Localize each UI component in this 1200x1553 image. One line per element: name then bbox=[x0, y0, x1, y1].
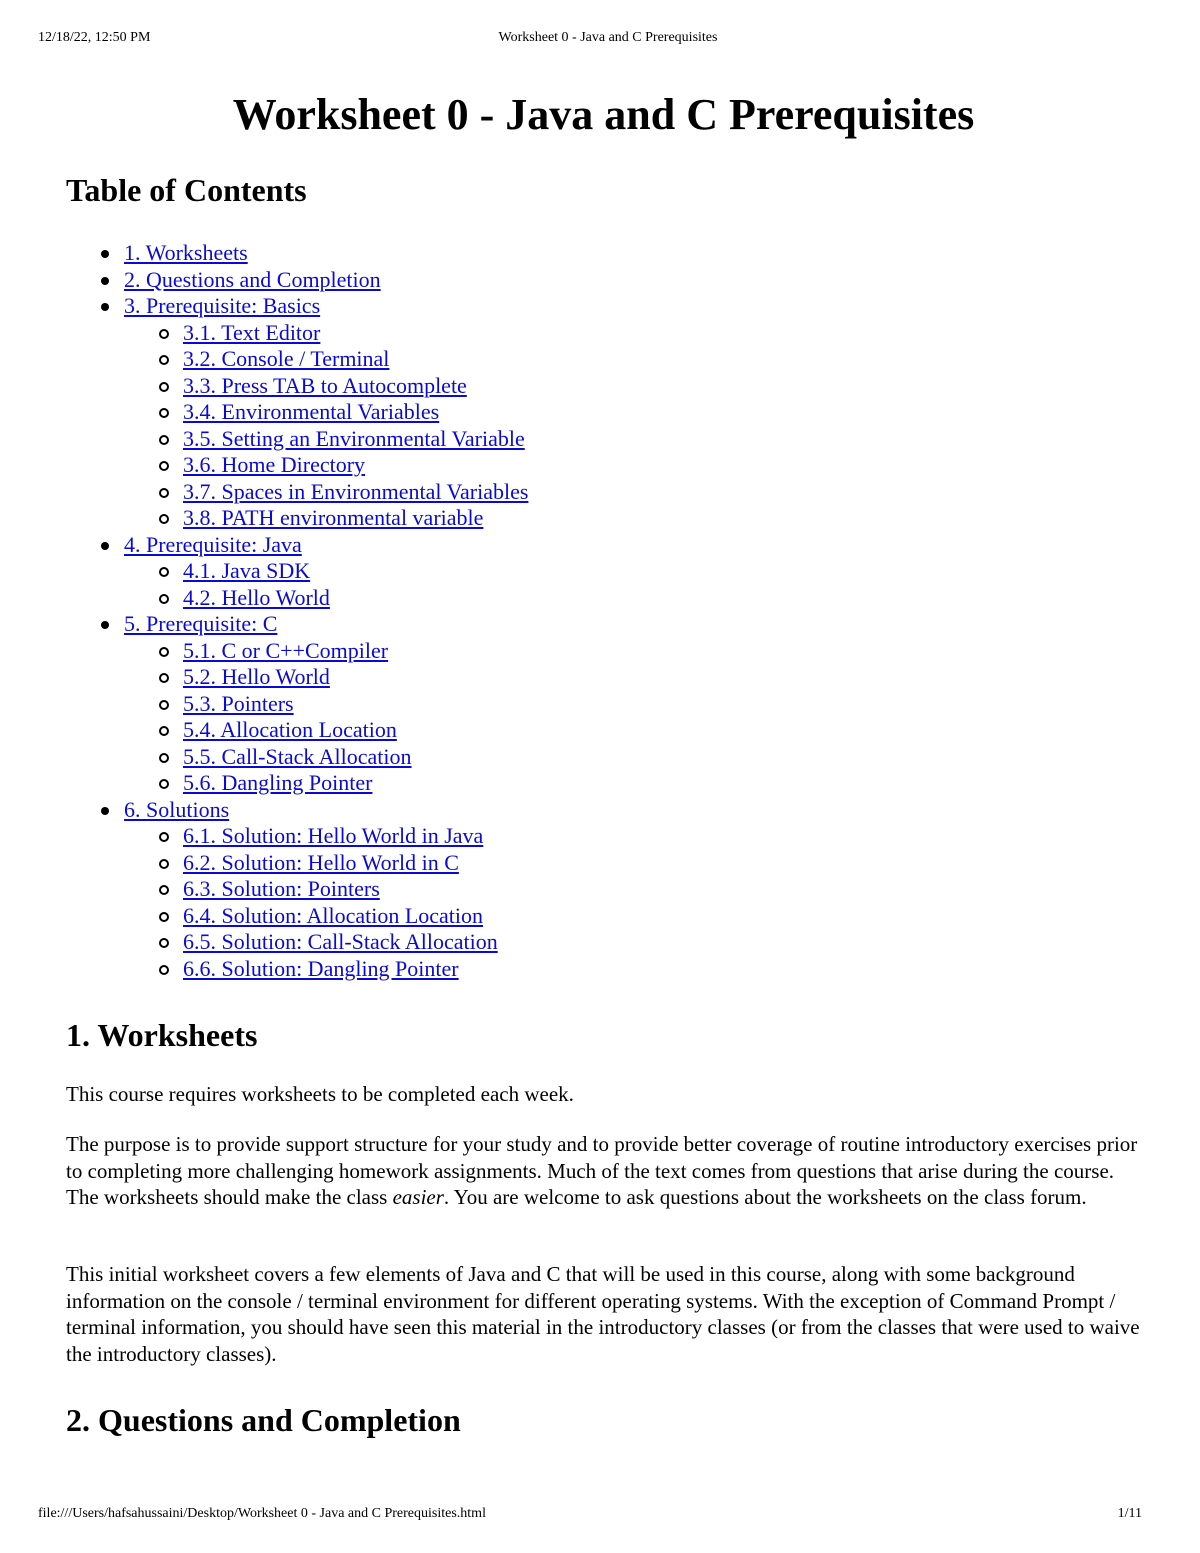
print-page-title: Worksheet 0 - Java and C Prerequisites bbox=[498, 30, 718, 45]
document-body bbox=[66, 84, 1141, 1438]
toc-sublink[interactable]: 6.6. Solution: Dangling Pointer bbox=[183, 955, 459, 981]
toc-subitem bbox=[66, 346, 528, 373]
toc-subitem bbox=[66, 452, 528, 479]
toc-sublist bbox=[124, 558, 528, 611]
toc-subitem bbox=[66, 717, 528, 744]
toc-item bbox=[66, 532, 528, 612]
paragraph bbox=[66, 1131, 1141, 1211]
toc-subitem bbox=[66, 638, 528, 665]
toc-sublink[interactable]: 6.2. Solution: Hello World in C bbox=[183, 849, 459, 875]
toc-link[interactable]: 2. Questions and Completion bbox=[124, 266, 381, 292]
toc-subitem bbox=[66, 585, 528, 612]
toc-sublist bbox=[124, 320, 528, 532]
toc-subitem bbox=[66, 956, 528, 983]
toc-subitem bbox=[66, 320, 528, 347]
paragraph-text: . You are welcome to ask questions about the worksheets on the class forum. bbox=[443, 1185, 1087, 1209]
toc-sublink[interactable]: 5.4. Allocation Location bbox=[183, 717, 397, 742]
toc-link[interactable]: 1. Worksheets bbox=[124, 240, 248, 265]
toc-subitem bbox=[66, 770, 528, 797]
toc-subitem bbox=[66, 691, 528, 718]
paragraph: This course requires worksheets to be completed each week. bbox=[66, 1082, 574, 1106]
print-footer bbox=[38, 1506, 1142, 1526]
toc-subitem bbox=[66, 426, 528, 453]
toc-item bbox=[66, 797, 528, 983]
toc-item bbox=[66, 611, 528, 797]
toc-subitem bbox=[66, 479, 528, 506]
toc-subitem bbox=[66, 823, 528, 850]
toc-sublink[interactable]: 3.8. PATH environmental variable bbox=[183, 505, 484, 530]
toc-sublink[interactable]: 6.3. Solution: Pointers bbox=[183, 876, 380, 901]
toc-subitem bbox=[66, 903, 528, 930]
toc-subitem bbox=[66, 558, 528, 585]
toc-item bbox=[66, 240, 528, 267]
toc-sublink[interactable]: 5.5. Call-Stack Allocation bbox=[183, 743, 412, 769]
toc-subitem bbox=[66, 876, 528, 903]
toc-subitem bbox=[66, 399, 528, 426]
toc-sublink[interactable]: 5.2. Hello World bbox=[183, 664, 330, 689]
toc-sublink[interactable]: 6.4. Solution: Allocation Location bbox=[183, 902, 484, 928]
paragraph-text: The purpose is to provide support structure for your study and to provide better coverage of routine introductory exercises prior to completing more challenging homework assignments. Much of the text comes from questions that arise during the course. The worksheets should make the class bbox=[66, 1132, 1138, 1209]
toc-subitem bbox=[66, 505, 528, 532]
toc-sublink[interactable]: 3.2. Console / Terminal bbox=[183, 346, 390, 371]
section-heading-worksheets: 1. Worksheets bbox=[66, 1017, 258, 1053]
print-file-path: file:///Users/hafsahussaini/Desktop/Worksheet 0 - Java and C Prerequisites.html bbox=[38, 1506, 486, 1521]
print-header bbox=[38, 30, 1142, 50]
toc-item bbox=[66, 293, 528, 532]
toc-subitem bbox=[66, 744, 528, 771]
table-of-contents bbox=[66, 240, 528, 982]
toc-sublist bbox=[124, 638, 528, 797]
emphasis-text: easier bbox=[392, 1185, 444, 1209]
toc-item bbox=[66, 267, 528, 294]
toc-sublist bbox=[124, 823, 528, 982]
toc-sublink[interactable]: 3.5. Setting an Environmental Variable bbox=[183, 425, 525, 451]
toc-subitem bbox=[66, 373, 528, 400]
toc-sublink[interactable]: 6.1. Solution: Hello World in Java bbox=[183, 823, 484, 848]
paragraph: This initial worksheet covers a few elements of Java and C that will be used in this course, along with some background information on the console / terminal environment for different operating systems. With the exception of Command Prompt / terminal information, you should have seen this material in the introductory classes (or from the classes that were used to waive the introductory classes). bbox=[66, 1262, 1140, 1366]
section-heading-questions-and-completion: 2. Questions and Completion bbox=[66, 1402, 461, 1438]
toc-sublink[interactable]: 3.1. Text Editor bbox=[183, 319, 321, 345]
toc-sublink[interactable]: 3.7. Spaces in Environmental Variables bbox=[183, 478, 529, 504]
print-datetime: 12/18/22, 12:50 PM bbox=[38, 30, 151, 45]
toc-heading: Table of Contents bbox=[66, 172, 307, 208]
toc-sublink[interactable]: 3.6. Home Directory bbox=[183, 452, 366, 477]
toc-sublink[interactable]: 4.2. Hello World bbox=[183, 584, 330, 610]
toc-link[interactable]: 6. Solutions bbox=[124, 796, 230, 822]
toc-sublink[interactable]: 4.1. Java SDK bbox=[183, 558, 311, 583]
toc-sublink[interactable]: 3.3. Press TAB to Autocomplete bbox=[183, 372, 467, 398]
page-title: Worksheet 0 - Java and C Prerequisites bbox=[232, 90, 975, 139]
toc-link[interactable]: 4. Prerequisite: Java bbox=[124, 531, 302, 557]
toc-subitem bbox=[66, 929, 528, 956]
toc-sublink[interactable]: 3.4. Environmental Variables bbox=[183, 399, 440, 424]
print-page-number: 1/11 bbox=[1117, 1506, 1142, 1521]
toc-sublink[interactable]: 6.5. Solution: Call-Stack Allocation bbox=[183, 929, 498, 954]
toc-link[interactable]: 5. Prerequisite: C bbox=[124, 611, 278, 636]
toc-sublink[interactable]: 5.6. Dangling Pointer bbox=[183, 770, 373, 795]
toc-sublink[interactable]: 5.1. C or C++Compiler bbox=[183, 637, 389, 663]
toc-link[interactable]: 3. Prerequisite: Basics bbox=[124, 293, 321, 318]
toc-subitem bbox=[66, 664, 528, 691]
toc-sublink[interactable]: 5.3. Pointers bbox=[183, 690, 294, 716]
toc-subitem bbox=[66, 850, 528, 877]
